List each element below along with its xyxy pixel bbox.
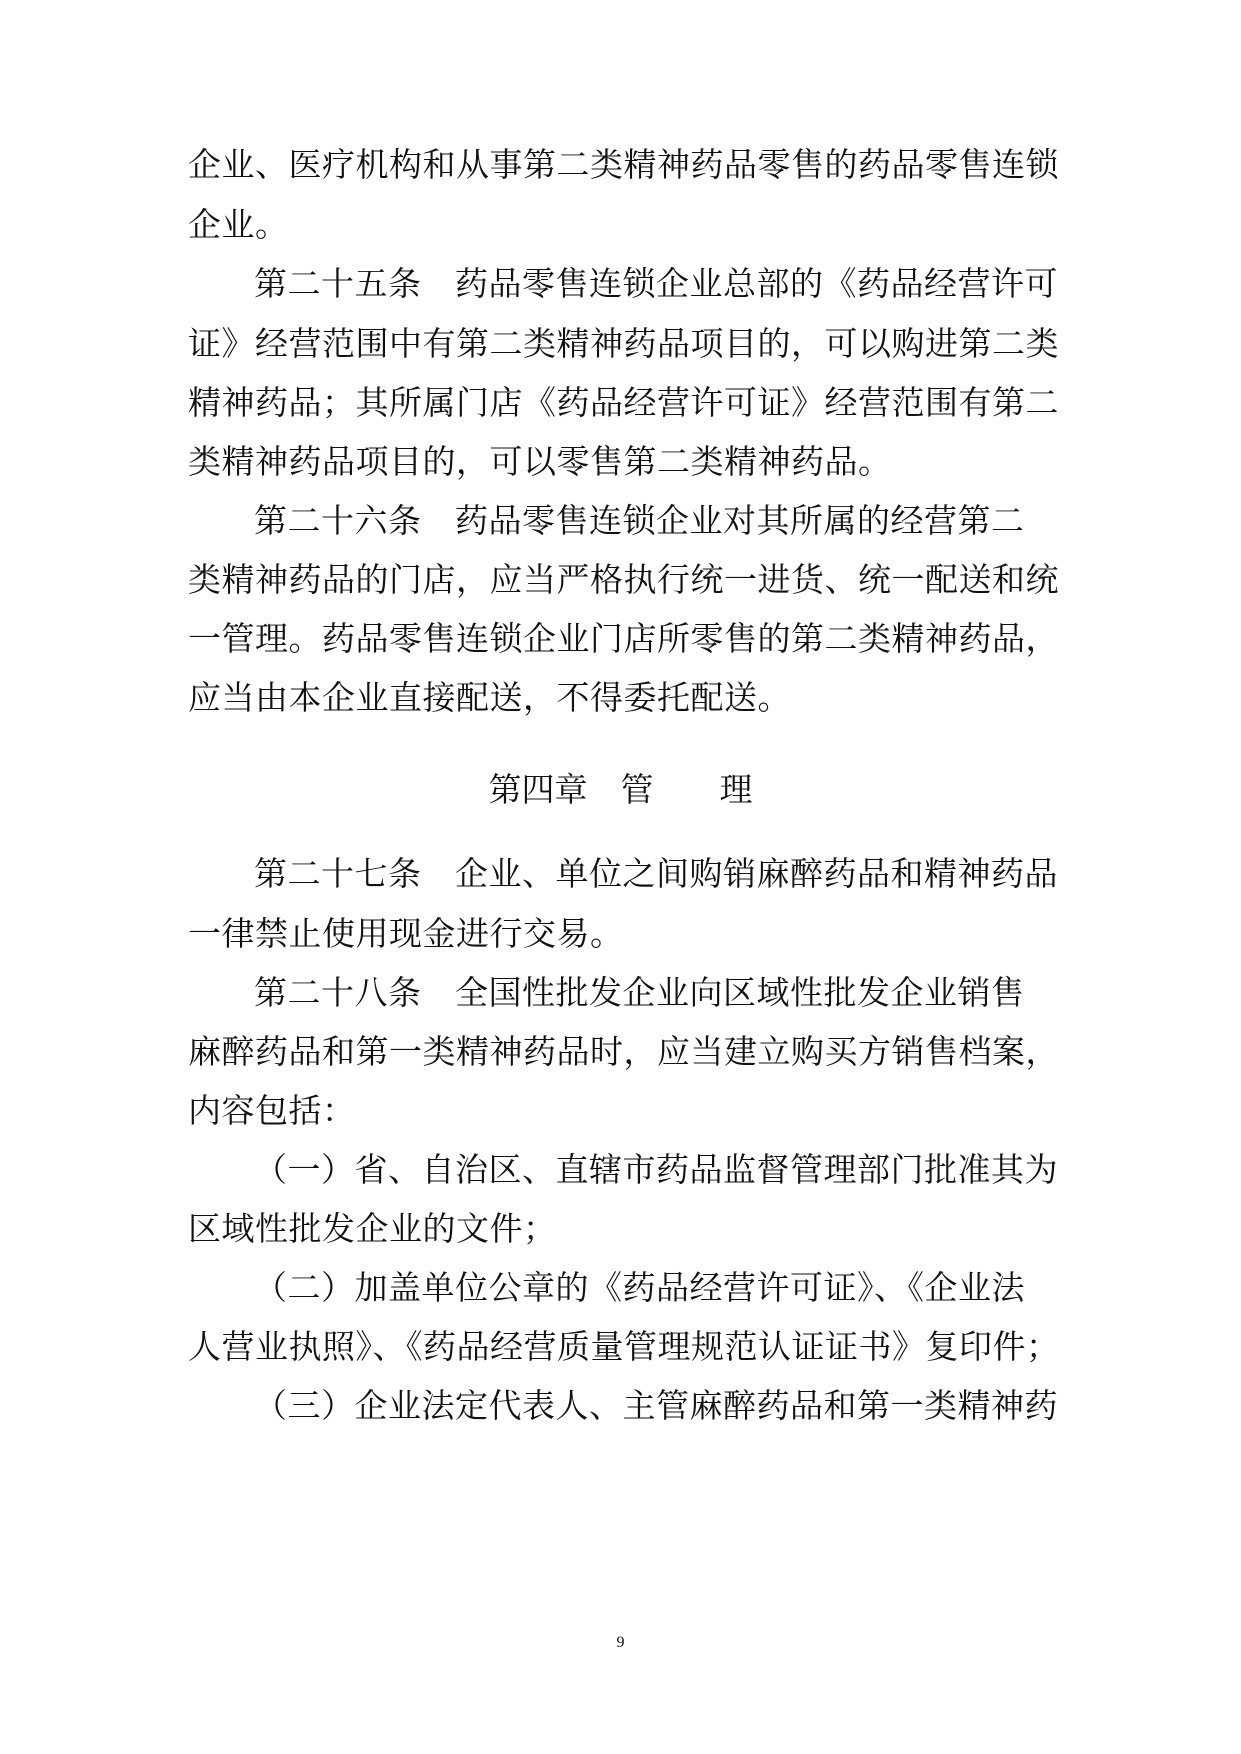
text-line: 精神药品；其所属门店《药品经营许可证》经营范围有第二 [188, 383, 1059, 422]
article-26-start: 第二十六条 药品零售连锁企业对其所属的经营第二 [254, 501, 1025, 540]
page-number: 9 [616, 1634, 625, 1651]
text-line: 应当由本企业直接配送，不得委托配送。 [188, 678, 791, 717]
text-line: 一律禁止使用现金进行交易。 [188, 914, 624, 953]
text-line: 类精神药品的门店，应当严格执行统一进货、统一配送和统 [188, 560, 1059, 599]
article-27-start: 第二十七条 企业、单位之间购销麻醉药品和精神药品 [254, 854, 1058, 893]
text-line: 证》经营范围中有第二类精神药品项目的，可以购进第二类 [188, 324, 1059, 363]
text-line: 企业、医疗机构和从事第二类精神药品零售的药品零售连锁 [188, 145, 1059, 184]
chapter-heading: 第四章 管 理 [488, 770, 753, 809]
list-item-3: （三）企业法定代表人、主管麻醉药品和第一类精神药 [254, 1386, 1058, 1425]
text-line: 内容包括： [188, 1091, 356, 1130]
list-item-2: （二）加盖单位公章的《药品经营许可证》、《企业法 [254, 1268, 1025, 1307]
text-line: 人营业执照》、《药品经营质量管理规范认证证书》复印件； [188, 1327, 1060, 1366]
article-28-start: 第二十八条 全国性批发企业向区域性批发企业销售 [254, 973, 1025, 1012]
text-line: 类精神药品项目的，可以零售第二类精神药品。 [188, 442, 892, 481]
text-line: 一管理。药品零售连锁企业门店所零售的第二类精神药品， [188, 619, 1059, 658]
text-line: 麻醉药品和第一类精神药品时，应当建立购买方销售档案， [188, 1032, 1059, 1071]
article-25-start: 第二十五条 药品零售连锁企业总部的《药品经营许可 [254, 264, 1058, 303]
list-item-1: （一）省、自治区、直辖市药品监督管理部门批准其为 [254, 1150, 1058, 1189]
text-line: 企业。 [188, 205, 289, 244]
text-line: 区域性批发企业的文件； [188, 1209, 557, 1248]
